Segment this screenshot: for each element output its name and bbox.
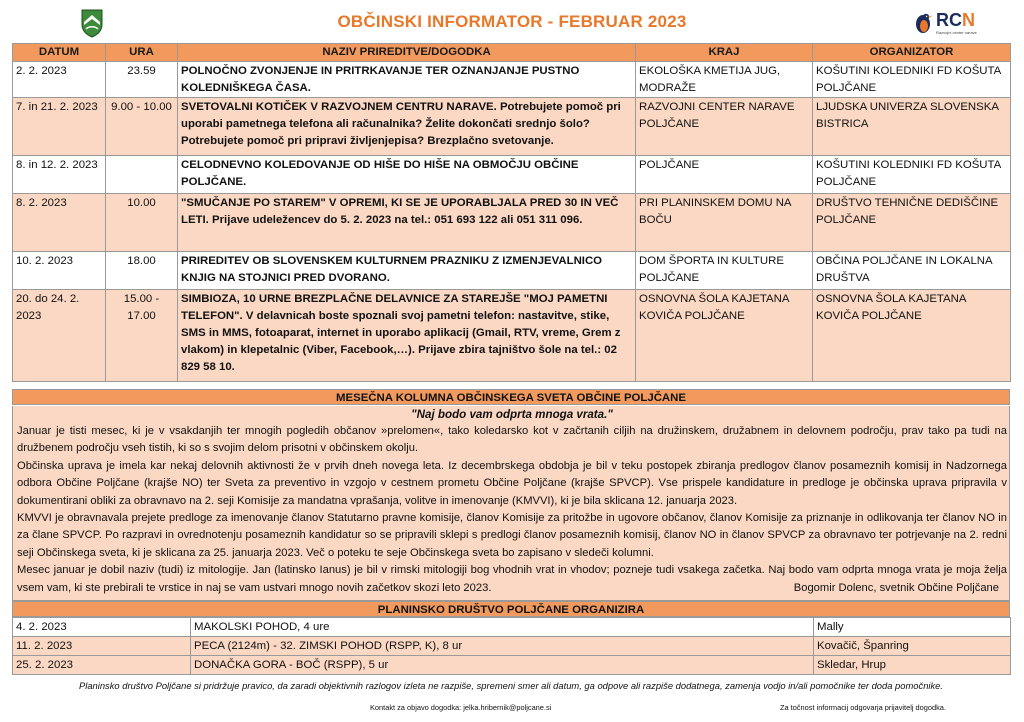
hike-date: 4. 2. 2023 xyxy=(13,618,191,637)
col-header-organizator: ORGANIZATOR xyxy=(813,44,1011,62)
col-header-kraj: KRAJ xyxy=(636,44,813,62)
bird-logo-icon xyxy=(912,10,934,36)
hike-leader: Skledar, Hrup xyxy=(814,656,1011,675)
event-title: POLNOČNO ZVONJENJE IN PRITRKAVANJE TER OZNANJANJE PUSTNO KOLEDNIŠKEGA ČASA. xyxy=(178,62,636,98)
event-row xyxy=(13,62,1011,98)
event-time: 9.00 - 10.00 xyxy=(106,98,178,156)
footer-disclaimer: Za točnost informacij odgovarja prijavitelj dogodka. xyxy=(780,703,946,712)
page-header xyxy=(0,0,1024,42)
event-row xyxy=(13,252,1011,290)
hikes-table xyxy=(12,617,1011,675)
event-date: 8. in 12. 2. 2023 xyxy=(13,156,106,194)
column-signature: Bogomir Dolenc, svetnik Občine Poljčane xyxy=(793,582,999,594)
event-row xyxy=(13,156,1011,194)
col-header-naziv: NAZIV PRIREDITVE/DOGODKA xyxy=(178,44,636,62)
rcn-logo-subtitle: Razvojni center narave xyxy=(936,30,977,35)
event-date: 20. do 24. 2. 2023 xyxy=(13,290,106,382)
hikes-disclaimer-note: Planinsko društvo Poljčane si pridržuje pravico, da zaradi objektivnih razlogov izleta ne razpiše, spremeni smer ali datum, ga odpove ali razpiše dodatnega, zamenja vodjo in/ali pomočnike ter doda pomočnike. xyxy=(78,680,943,691)
monthly-column xyxy=(12,406,1010,601)
hike-leader: Mally xyxy=(814,618,1011,637)
page-title: OBČINSKI INFORMATOR - FEBRUAR 2023 xyxy=(337,12,687,31)
events-header-row xyxy=(13,44,1011,62)
event-time: 23.59 xyxy=(106,62,178,98)
event-row xyxy=(13,194,1011,252)
hike-row xyxy=(13,656,1011,675)
event-date: 10. 2. 2023 xyxy=(13,252,106,290)
event-organizer: OSNOVNA ŠOLA KAJETANA KOVIČA POLJČANE xyxy=(813,290,1011,382)
event-time: 18.00 xyxy=(106,252,178,290)
event-location: EKOLOŠKA KMETIJA JUG, MODRAŽE xyxy=(636,62,813,98)
event-title: PRIREDITEV OB SLOVENSKEM KULTURNEM PRAZNIKU Z IZMENJEVALNICO KNJIG NA STOJNICI PRED DVORANO. xyxy=(178,252,636,290)
hike-row xyxy=(13,618,1011,637)
contact-line: Kontakt za objavo dogodka: jelka.hribernik@poljcane.si xyxy=(370,703,552,712)
event-time: 15.00 - 17.00 xyxy=(106,290,178,382)
rcn-logo-text: RCN xyxy=(936,10,975,30)
event-title: SVETOVALNI KOTIČEK V RAZVOJNEM CENTRU NARAVE. Potrebujete pomoč pri uporabi pametnega telefona ali računalnika? Želite dokončati srednjo šolo? Potrebujete pomoč pri pripravi življenjepisa? Brezplačno svetovanje. xyxy=(178,98,636,156)
col-header-ura: URA xyxy=(106,44,178,62)
event-location: DOM ŠPORTA IN KULTURE POLJČANE xyxy=(636,252,813,290)
event-organizer: OBČINA POLJČANE IN LOKALNA DRUŠTVA xyxy=(813,252,1011,290)
hike-date: 11. 2. 2023 xyxy=(13,637,191,656)
hike-row xyxy=(13,637,1011,656)
event-date: 2. 2. 2023 xyxy=(13,62,106,98)
event-location: POLJČANE xyxy=(636,156,813,194)
hike-title: MAKOLSKI POHOD, 4 ure xyxy=(191,618,814,637)
column-heading: MESEČNA KOLUMNA OBČINSKEGA SVETA OBČINE POLJČANE xyxy=(12,389,1010,405)
event-location: PRI PLANINSKEM DOMU NA BOČU xyxy=(636,194,813,252)
event-row xyxy=(13,290,1011,382)
event-title: "SMUČANJE PO STAREM" V OPREMI, KI SE JE UPORABLJALA PRED 30 IN VEČ LETI. Prijave udeležencev do 5. 2. 2023 na tel.: 051 693 122 ali 051 311 096. xyxy=(178,194,636,252)
event-time: 10.00 xyxy=(106,194,178,252)
column-paragraph: Mesec januar je dobil naziv (tudi) iz mitologije. Jan (latinsko Ianus) je bil v rimski mitologiji bog vhodnih vrat in vhodov; pozneje tudi vsakega začetka. Naj bodo vam odprta mnoga vrata je moja želja vsem vam, ki ste prebirali te vrstice in naj se vam ustvari mnogo novih začetkov skozi leto 2023. xyxy=(17,564,1007,594)
event-date: 7. in 21. 2. 2023 xyxy=(13,98,106,156)
event-organizer: KOŠUTINI KOLEDNIKI FD KOŠUTA POLJČANE xyxy=(813,156,1011,194)
hikes-section-header xyxy=(12,601,1010,617)
event-organizer: LJUDSKA UNIVERZA SLOVENSKA BISTRICA xyxy=(813,98,1011,156)
event-date: 8. 2. 2023 xyxy=(13,194,106,252)
events-table xyxy=(12,43,1011,382)
hike-date: 25. 2. 2023 xyxy=(13,656,191,675)
column-section-header xyxy=(12,389,1010,405)
event-organizer: KOŠUTINI KOLEDNIKI FD KOŠUTA POLJČANE xyxy=(813,62,1011,98)
column-quote: "Naj bodo vam odprta mnoga vrata." xyxy=(411,408,613,421)
column-text xyxy=(17,423,1007,597)
col-header-datum: DATUM xyxy=(13,44,106,62)
hike-title: PECA (2124m) - 32. ZIMSKI POHOD (RSPP, K), 8 ur xyxy=(191,637,814,656)
column-paragraph: KMVVI je obravnavala prejete predloge za imenovanje članov Statutarno pravne komisije, članov Komisije za pritožbe in ugovore občanov, članov Komisije za priznanje in odlikovanja ter članov NO in za člane SPVCP. Po razpravi in ovrednotenju posameznih kandidatur so se pripravili sklepi s predlogi članov posameznih komisij, članov NO in članov SPVCP za obravnavo ter potrjevanje na 2. redni seji Občinskega sveta, ki je sklicana za 25. januarja 2023. Več o poteku te seje Občinskega sveta bo zapisano v sledeči kolumni. xyxy=(17,512,1007,559)
column-paragraph: Januar je tisti mesec, ki je v vsakdanjih ter mnogih pogledih občanov »prelomen«, tako koledarsko kot v začrtanih ciljih na družinskem, družabnem in delovnem področju, prav tako pa tudi na družbenem področju vseh tistih, ki so s svojim delom prisotni v občinskem okolju. xyxy=(17,425,1007,455)
event-time xyxy=(106,156,178,194)
event-organizer: DRUŠTVO TEHNIČNE DEDIŠČINE POLJČANE xyxy=(813,194,1011,252)
hikes-heading: PLANINSKO DRUŠTVO POLJČANE ORGANIZIRA xyxy=(12,601,1010,617)
event-title: CELODNEVNO KOLEDOVANJE OD HIŠE DO HIŠE NA OBMOČJU OBČINE POLJČANE. xyxy=(178,156,636,194)
event-row xyxy=(13,98,1011,156)
event-location: RAZVOJNI CENTER NARAVE POLJČANE xyxy=(636,98,813,156)
hike-leader: Kovačič, Španring xyxy=(814,637,1011,656)
rcn-logo xyxy=(912,10,982,38)
event-title: SIMBIOZA, 10 URNE BREZPLAČNE DELAVNICE ZA STAREJŠE "MOJ PAMETNI TELEFON". V delavnicah boste spoznali svoj pametni telefon: nastavitve, stike, SMS in MMS, fotoaparat, internet in uporabo aplikacij (Gmail, RTV, vreme, Grem z vlakom) in klepetalnic (Viber, Facebook,…). Prijave zbira tajništvo šole na tel.: 02 829 58 10. xyxy=(178,290,636,382)
event-location: OSNOVNA ŠOLA KAJETANA KOVIČA POLJČANE xyxy=(636,290,813,382)
hike-title: DONAČKA GORA - BOČ (RSPP), 5 ur xyxy=(191,656,814,675)
column-paragraph: Občinska uprava je imela kar nekaj delovnih aktivnosti že v prvih dneh novega leta. Iz decembrskega obdobja je bil v teku postopek zbiranja predlogov članov posameznih komisij in Nadzornega odbora Občine Poljčane (krajše NO) ter Sveta za preventivo in vzgojo v cestnem prometu Občine Poljčane (krajše SPVCP). Vse prispele kandidature in predloge je občinska uprava pripravila v dokumentirani obliki za obravnavo na 2. seji Komisije za mandatna vprašanja, volitve in imenovanje (KMVVI), ki je bila sklicana 12. januarja 2023. xyxy=(17,459,1007,507)
